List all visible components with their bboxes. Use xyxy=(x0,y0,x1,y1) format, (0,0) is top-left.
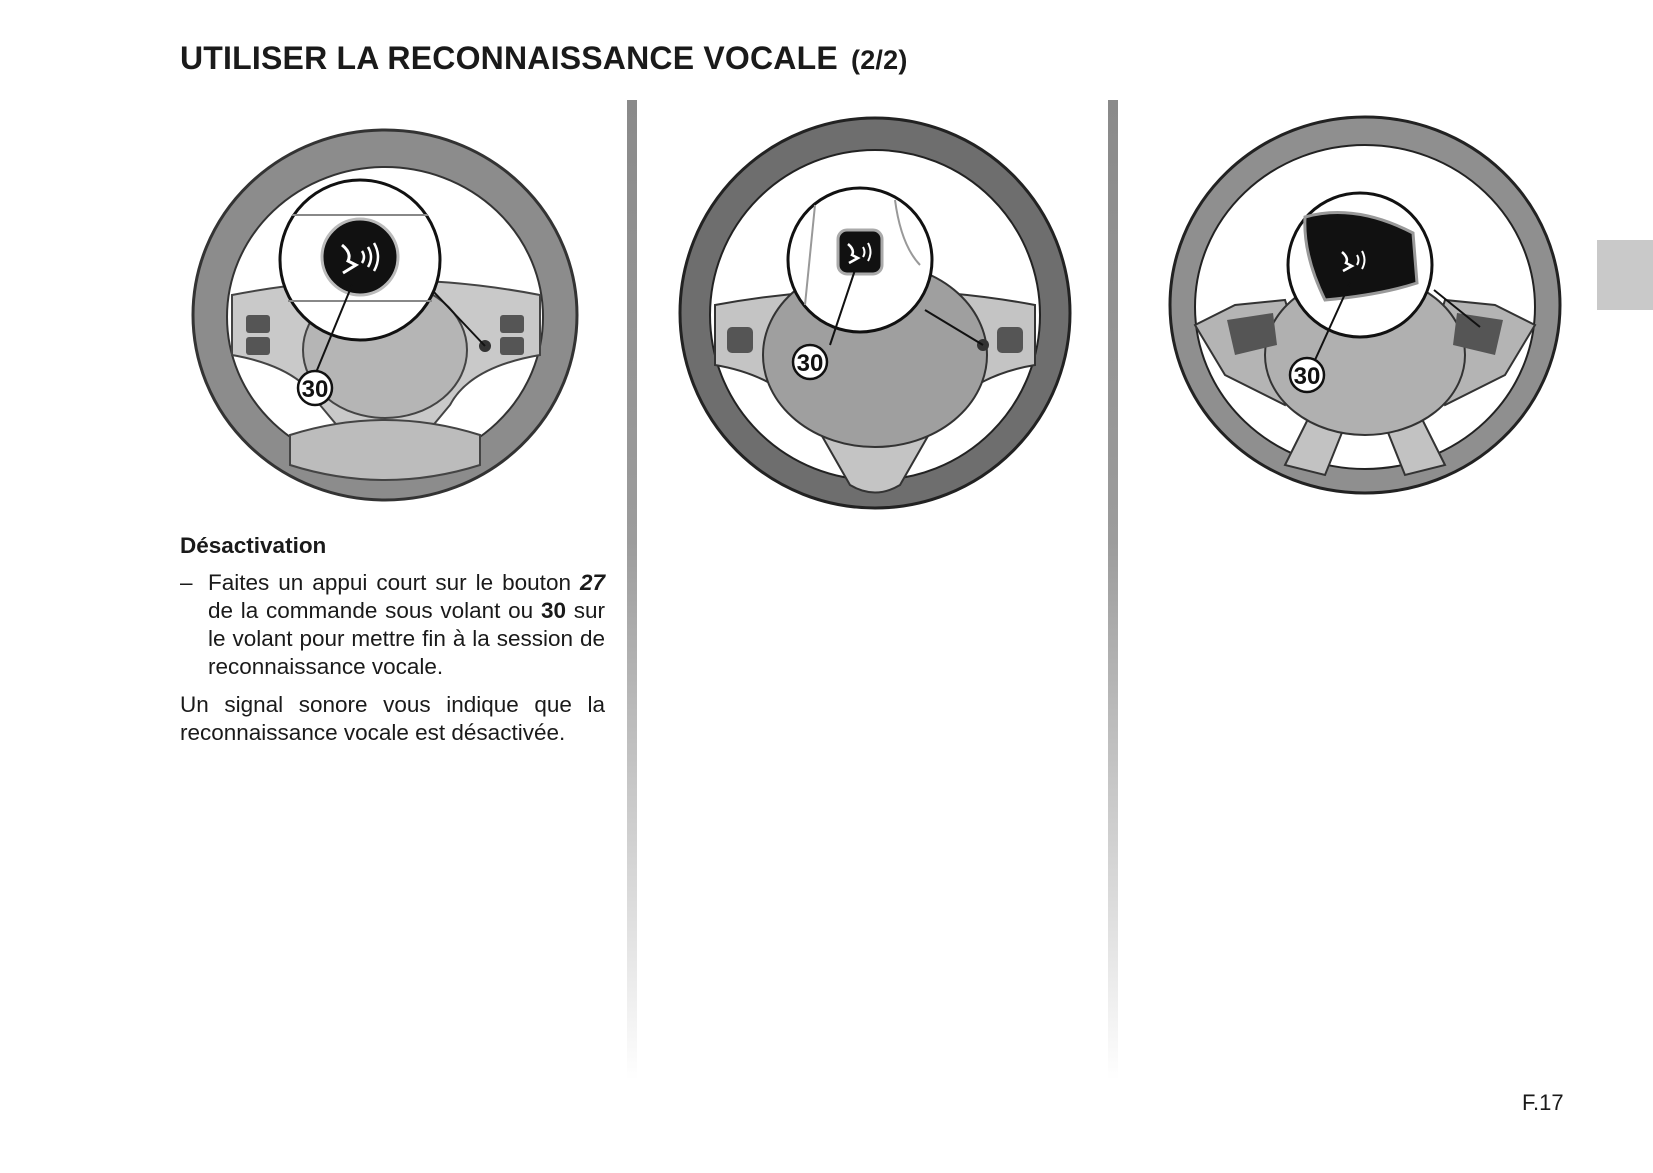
title-text: UTILISER LA RECONNAISSANCE VOCALE xyxy=(180,40,838,76)
voice-recognition-icon xyxy=(322,219,398,295)
section-thumb-tab xyxy=(1597,240,1653,310)
steering-wheel-figure-2 xyxy=(675,105,1075,525)
deactivation-section xyxy=(180,532,605,747)
column-divider-right xyxy=(1108,100,1118,1080)
callout-label: 30 xyxy=(301,376,329,403)
steering-wheel-figure-1 xyxy=(180,105,605,525)
bullet-text-1: Faites un appui court sur le bouton xyxy=(208,570,580,595)
info-paragraph: Un signal sonore vous indique que la reconnaissance vocale est désactivée. xyxy=(180,692,605,745)
steering-wheel-figure-3 xyxy=(1155,105,1575,525)
steering-wheel-3-illustration xyxy=(1155,105,1575,525)
section-heading: Désactivation xyxy=(180,533,327,558)
button-ref-27: 27 xyxy=(579,570,605,595)
callout-label: 30 xyxy=(1293,363,1321,390)
steering-wheel-2-illustration xyxy=(675,105,1075,525)
voice-recognition-icon xyxy=(1305,213,1417,300)
title-suffix: (2/2) xyxy=(851,45,908,75)
steering-wheel-1-illustration xyxy=(180,105,605,525)
column-divider-left xyxy=(627,100,637,1080)
page-number: F.17 xyxy=(1522,1090,1564,1115)
voice-recognition-icon xyxy=(838,230,882,274)
bullet-text-3: sur le volant pour mettre fin à la session de reconnaissance vocale. xyxy=(208,598,605,679)
bullet-item xyxy=(180,569,605,681)
page-title xyxy=(180,40,908,77)
callout-label: 30 xyxy=(796,350,824,377)
bullet-text-2: de la commande sous volant ou xyxy=(208,598,541,623)
button-ref-30: 30 xyxy=(540,598,566,623)
bullet-dash: – xyxy=(180,570,193,595)
